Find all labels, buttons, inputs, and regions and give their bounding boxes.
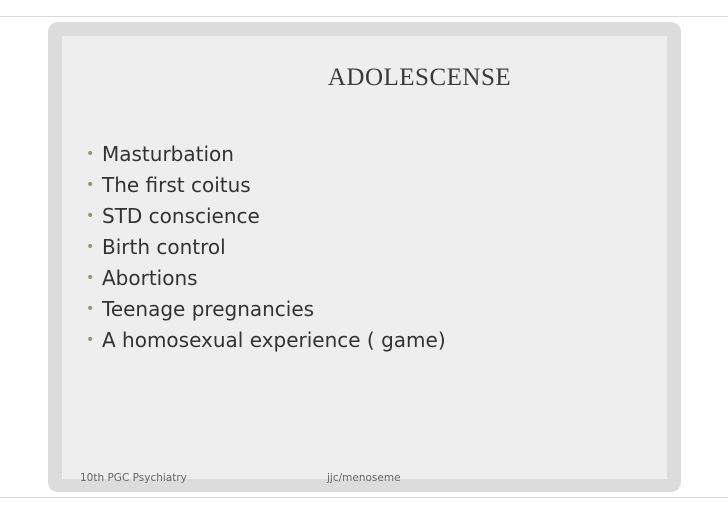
- list-item: [82, 169, 446, 200]
- bottom-divider: [0, 497, 728, 498]
- bullet-icon: •: [86, 331, 95, 348]
- bullet-text: STD conscience: [102, 203, 260, 228]
- bullet-text: Teenage pregnancies: [102, 296, 315, 321]
- footer-left-text: 10th PGC Psychiatry: [80, 472, 187, 484]
- bullet-icon: •: [86, 176, 95, 193]
- bullet-text: Abortions: [102, 265, 198, 290]
- bullet-icon: •: [86, 238, 95, 255]
- top-divider: [0, 16, 728, 17]
- list-item: [82, 231, 446, 262]
- bullet-icon: •: [86, 300, 95, 317]
- bullet-text: Masturbation: [102, 141, 234, 166]
- bullet-text: The first coitus: [102, 172, 251, 197]
- bullet-icon: •: [86, 207, 95, 224]
- list-item: [82, 324, 446, 355]
- bullet-icon: •: [86, 269, 95, 286]
- list-item: [82, 200, 446, 231]
- bullet-text: A homosexual experience ( game): [102, 327, 446, 352]
- list-item: [82, 138, 446, 169]
- slide-title: ADOLESCENSE: [327, 64, 512, 91]
- bullet-list: [82, 138, 446, 355]
- footer-center-text: jjc/menoseme: [327, 472, 401, 484]
- bullet-text: Birth control: [102, 234, 226, 259]
- list-item: [82, 262, 446, 293]
- list-item: [82, 293, 446, 324]
- bullet-icon: •: [86, 145, 95, 162]
